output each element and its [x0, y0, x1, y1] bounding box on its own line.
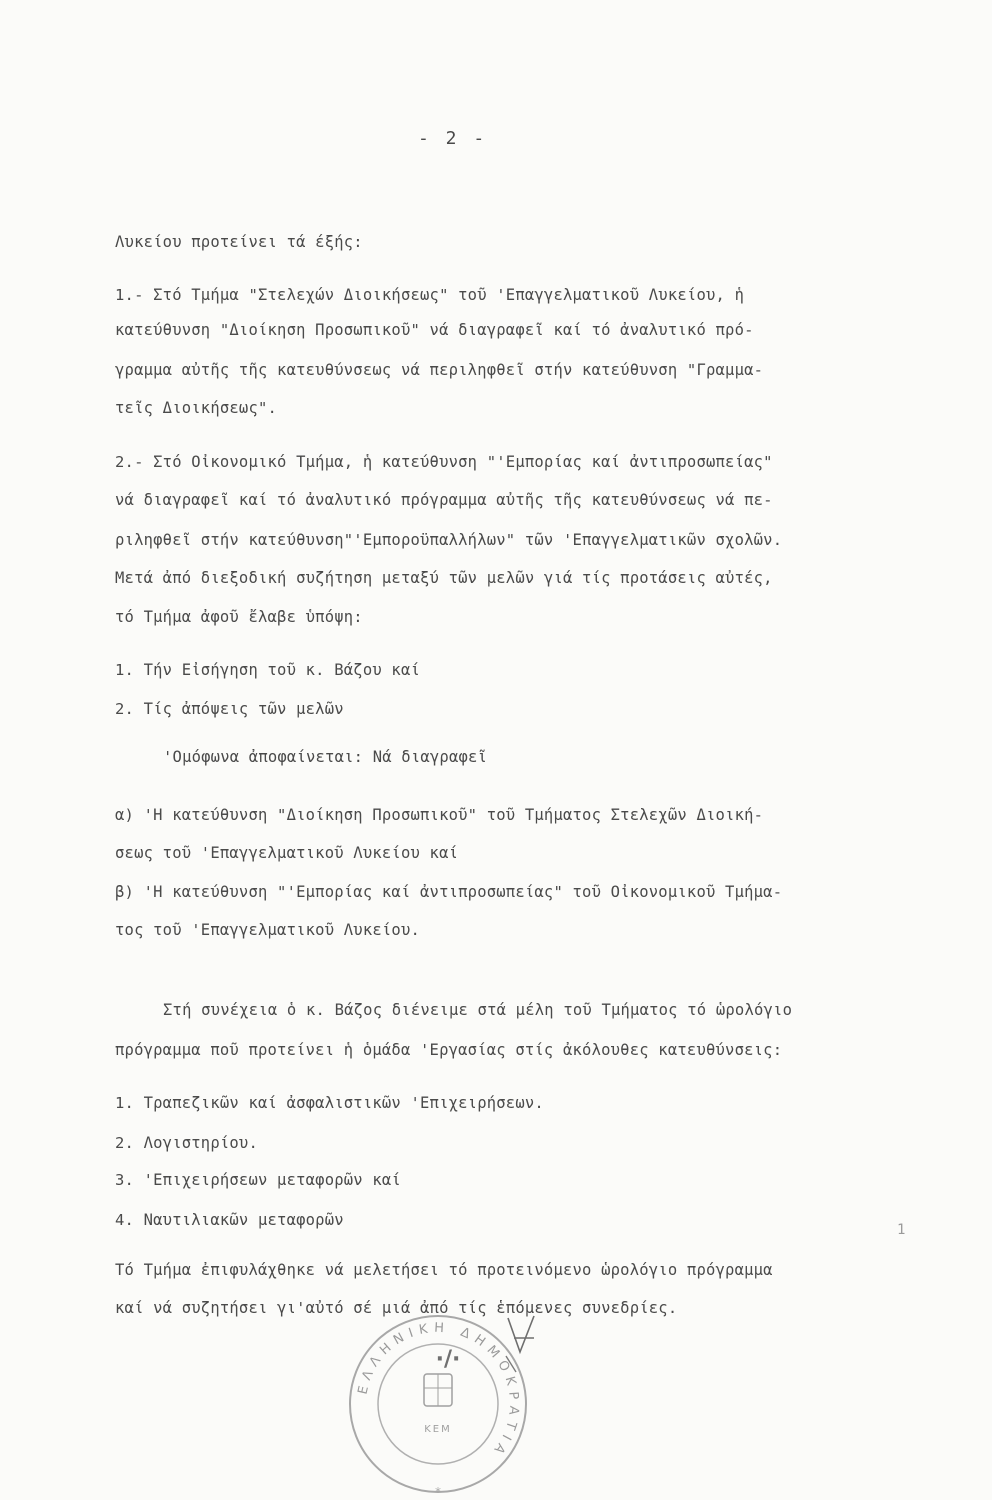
text-line: Τό Τμήμα ἐπιφυλάχθηκε νά μελετήσει τό προτεινόμενο ὡρολόγιο πρόγραμμα — [115, 1261, 773, 1279]
text-line: Μετά ἀπό διεξοδική συζήτηση μεταξύ τῶν μελῶν γιά τίς προτάσεις αὐτές, — [115, 569, 773, 587]
margin-mark: 1 — [897, 1222, 906, 1238]
list-item: 1. Τραπεζικῶν καί ἀσφαλιστικῶν 'Επιχειρήσεων. — [115, 1094, 544, 1112]
svg-text:ΕΛΛΗΝΙΚΗ ΔΗΜΟΚΡΑΤΙΑ: ΕΛΛΗΝΙΚΗ ΔΗΜΟΚΡΑΤΙΑ — [355, 1320, 522, 1461]
svg-text:*: * — [435, 1485, 441, 1499]
text-line: πρόγραμμα ποῦ προτείνει ἡ ὁμάδα 'Εργασίας στίς ἀκόλουθες κατευθύνσεις: — [115, 1041, 783, 1059]
text-line: σεως τοῦ 'Επαγγελματικοῦ Λυκείου καί — [115, 844, 459, 862]
list-item: 4. Ναυτιλιακῶν μεταφορῶν — [115, 1211, 344, 1229]
text-line: νά διαγραφεῖ καί τό ἀναλυτικό πρόγραμμα αὐτῆς τῆς κατευθύνσεως νά πε- — [115, 491, 773, 509]
text-line: 2.- Στό Οἰκονομικό Τμήμα, ἡ κατεύθυνση "'Εμπορίας καί ἀντιπροσωπείας" — [115, 453, 773, 471]
text-line: τεῖς Διοικήσεως". — [115, 399, 278, 417]
text-line: Στή συνέχεια ὁ κ. Βάζος διένειμε στά μέλη τοῦ Τμήματος τό ὡρολόγιο — [163, 1001, 793, 1019]
list-item: 2. Λογιστηρίου. — [115, 1134, 258, 1152]
svg-text:ΚΕΜ: ΚΕΜ — [424, 1424, 452, 1435]
text-line: 'Ομόφωνα ἀποφαίνεται: Νά διαγραφεῖ — [163, 748, 488, 766]
svg-text:·/·: ·/· — [435, 1347, 461, 1372]
text-line: Λυκείου προτείνει τά έξής: — [115, 233, 363, 251]
text-line: 1.- Στό Τμήμα "Στελεχών Διοικήσεως" τοῦ 'Επαγγελματικοῦ Λυκείου, ἡ — [115, 286, 745, 304]
text-line: α) 'Η κατεύθυνση "Διοίκηση Προσωπικοῦ" τοῦ Τμήματος Στελεχῶν Διοική- — [115, 806, 764, 824]
text-line: κατεύθυνση "Διοίκηση Προσωπικοῦ" νά διαγραφεῖ καί τό ἀναλυτικό πρό- — [115, 321, 754, 339]
text-line: β) 'Η κατεύθυνση "'Εμπορίας καί ἀντιπροσωπείας" τοῦ Οἰκονομικοῦ Τμήμα- — [115, 883, 783, 901]
official-seal — [338, 1308, 538, 1500]
list-item: 3. 'Επιχειρήσεων μεταφορῶν καί — [115, 1171, 401, 1189]
page-number: - 2 - — [418, 128, 488, 149]
list-item: 2. Τίς ἀπόψεις τῶν μελῶν — [115, 700, 344, 718]
text-line: τό Τμήμα ἀφοῦ ἔλαβε ὑπόψη: — [115, 608, 363, 626]
list-item: 1. Τήν Εἰσήγηση τοῦ κ. Βάζου καί — [115, 661, 421, 679]
text-line: καί νά συζητήσει γι'αὐτό σέ μιά ἀπό τίς ἑπόμενες συνεδρίες. — [115, 1299, 678, 1317]
text-line: γραμμα αὐτῆς τῆς κατευθύνσεως νά περιληφθεῖ στήν κατεύθυνση "Γραμμα- — [115, 361, 764, 379]
text-line: τος τοῦ 'Επαγγελματικοῦ Λυκείου. — [115, 921, 421, 939]
text-line: ριληφθεῖ στήν κατεύθυνση"'Εμποροϋπαλλήλων" τῶν 'Επαγγελματικῶν σχολῶν. — [115, 531, 783, 549]
